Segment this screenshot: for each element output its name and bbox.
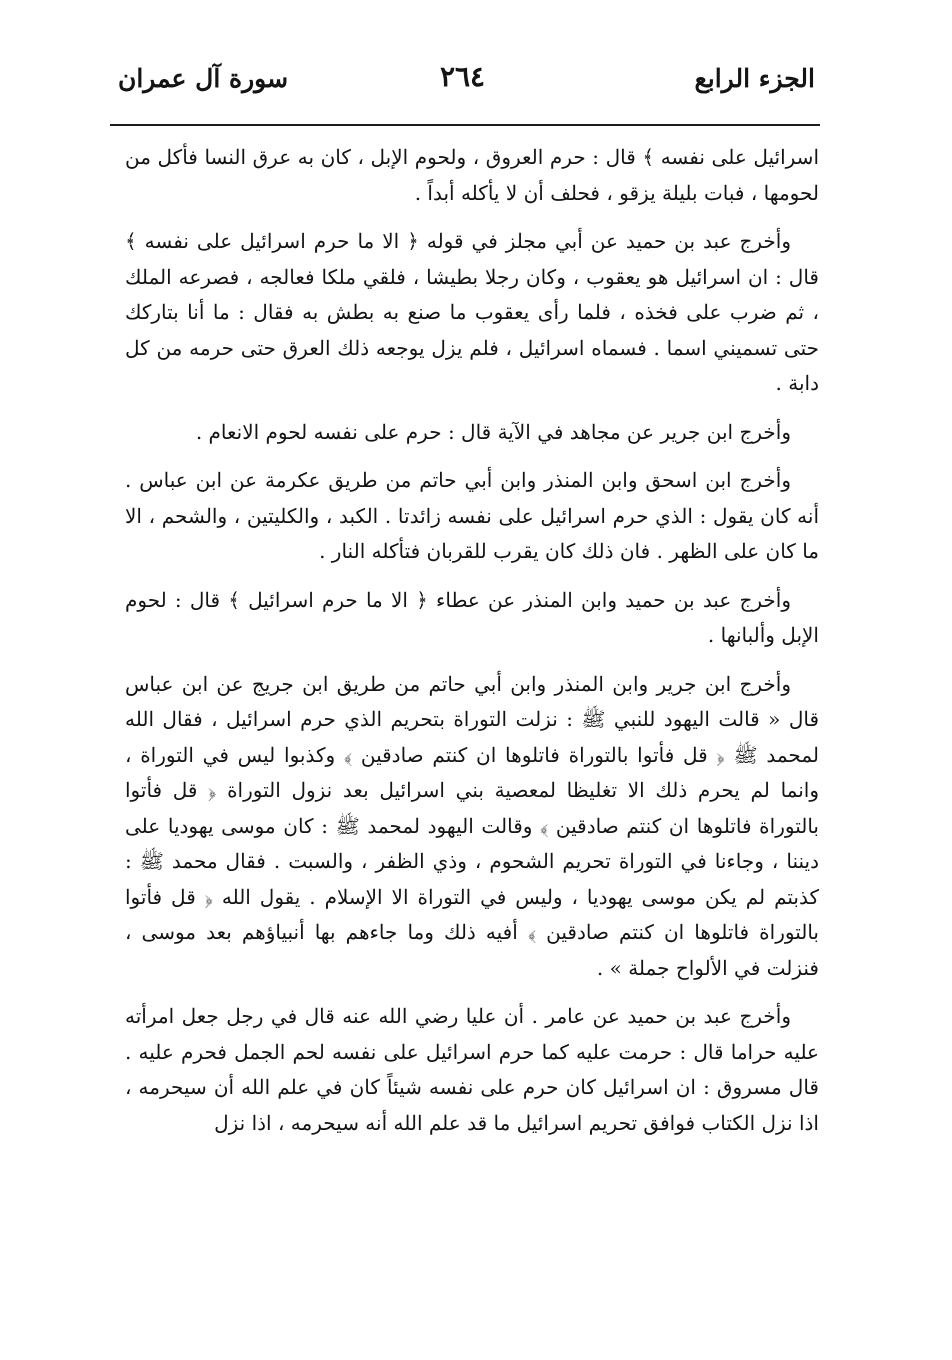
surah-title: سورة آل عمران (118, 64, 289, 93)
paragraph: وأخرج ابن جرير وابن المنذر وابن أبي حاتم من طريق ابن جريج عن ابن عباس قال « قالت اليهود للنبي ﷺ : نزلت التوراة بتحريم الذي حرم اسرائيل ، فقال الله لمحمد ﷺ ﴿ قل فأتوا بالتوراة فاتلوها ان كنتم صادقين ﴾ وكذبوا ليس في التوراة ، وانما لم يحرم ذلك الا تغليظا لمعصية بني اسرائيل بعد نزول التوراة ﴿ قل فأتوا بالتوراة فاتلوها ان كنتم صادقين ﴾ وقالت اليهود لمحمد ﷺ : كان موسى يهوديا على ديننا ، وجاءنا في التوراة تحريم الشحوم ، وذي الظفر ، والسبت . فقال محمد ﷺ : كذبتم لم يكن موسى يهوديا ، وليس في التوراة الا الإسلام . يقول الله ﴿ قل فأتوا بالتوراة فاتلوها ان كنتم صادقين ﴾ أفيه ذلك وما جاءهم بها أنبياؤهم بعد موسى ، فنزلت في الألواح جملة » . (125, 671, 819, 980)
running-header (110, 58, 815, 114)
paragraph: وأخرج عبد بن حميد وابن المنذر عن عطاء ﴿ الا ما حرم اسرائيل ﴾ قال : لحوم الإبل وألبانها . (125, 587, 819, 647)
paragraph: وأخرج عبد بن حميد عن عامر . أن عليا رضي الله عنه قال في رجل جعل امرأته عليه حراما قال : حرمت عليه كما حرم اسرائيل على نفسه لحم الجمل فحرم عليه . قال مسروق : ان اسرائيل كان حرم على نفسه شيئاً كان في علم الله أن سيحرمه ، اذا نزل الكتاب فوافق تحريم اسرائيل ما قد علم الله أنه سيحرمه ، اذا نزل (125, 1004, 819, 1135)
paragraph: وأخرج ابن جرير عن مجاهد في الآية قال : حرم على نفسه لحوم الانعام . (195, 419, 791, 444)
paragraph: اسرائيل على نفسه ﴾ قال : حرم العروق ، ولحوم الإبل ، كان به عرق النسا فأكل من لحومها ، فبات بليلة يزقو ، فحلف أن لا يأكله أبداً . (125, 145, 819, 205)
page-number: ٢٦٤ (439, 60, 486, 93)
part-title: الجزء الرابع (694, 64, 815, 93)
page-body (125, 140, 819, 1154)
paragraph: وأخرج ابن اسحق وابن المنذر وابن أبي حاتم من طريق عكرمة عن ابن عباس . أنه كان يقول : الذي حرم اسرائيل على نفسه زائدتا . الكبد ، والكليتين ، والشحم ، الا ما كان على الظهر . فان ذلك كان يقرب للقربان فتأكله النار . (125, 468, 820, 563)
paragraph: وأخرج عبد بن حميد عن أبي مجلز في قوله ﴿ الا ما حرم اسرائيل على نفسه ﴾ قال : ان اسرائيل هو يعقوب ، وكان رجلا بطيشا ، فلقي ملكا فعالجه ، فصرعه الملك ، ثم ضرب على فخذه ، فلما رأى يعقوب ما صنع به بطش به فقال : ما أنا بتاركك حتى تسميني اسما . فسماه اسرائيل ، فلم يزل يوجعه ذلك العرق حتى حرمه من كل دابة . (125, 229, 820, 395)
header-divider (110, 124, 820, 126)
